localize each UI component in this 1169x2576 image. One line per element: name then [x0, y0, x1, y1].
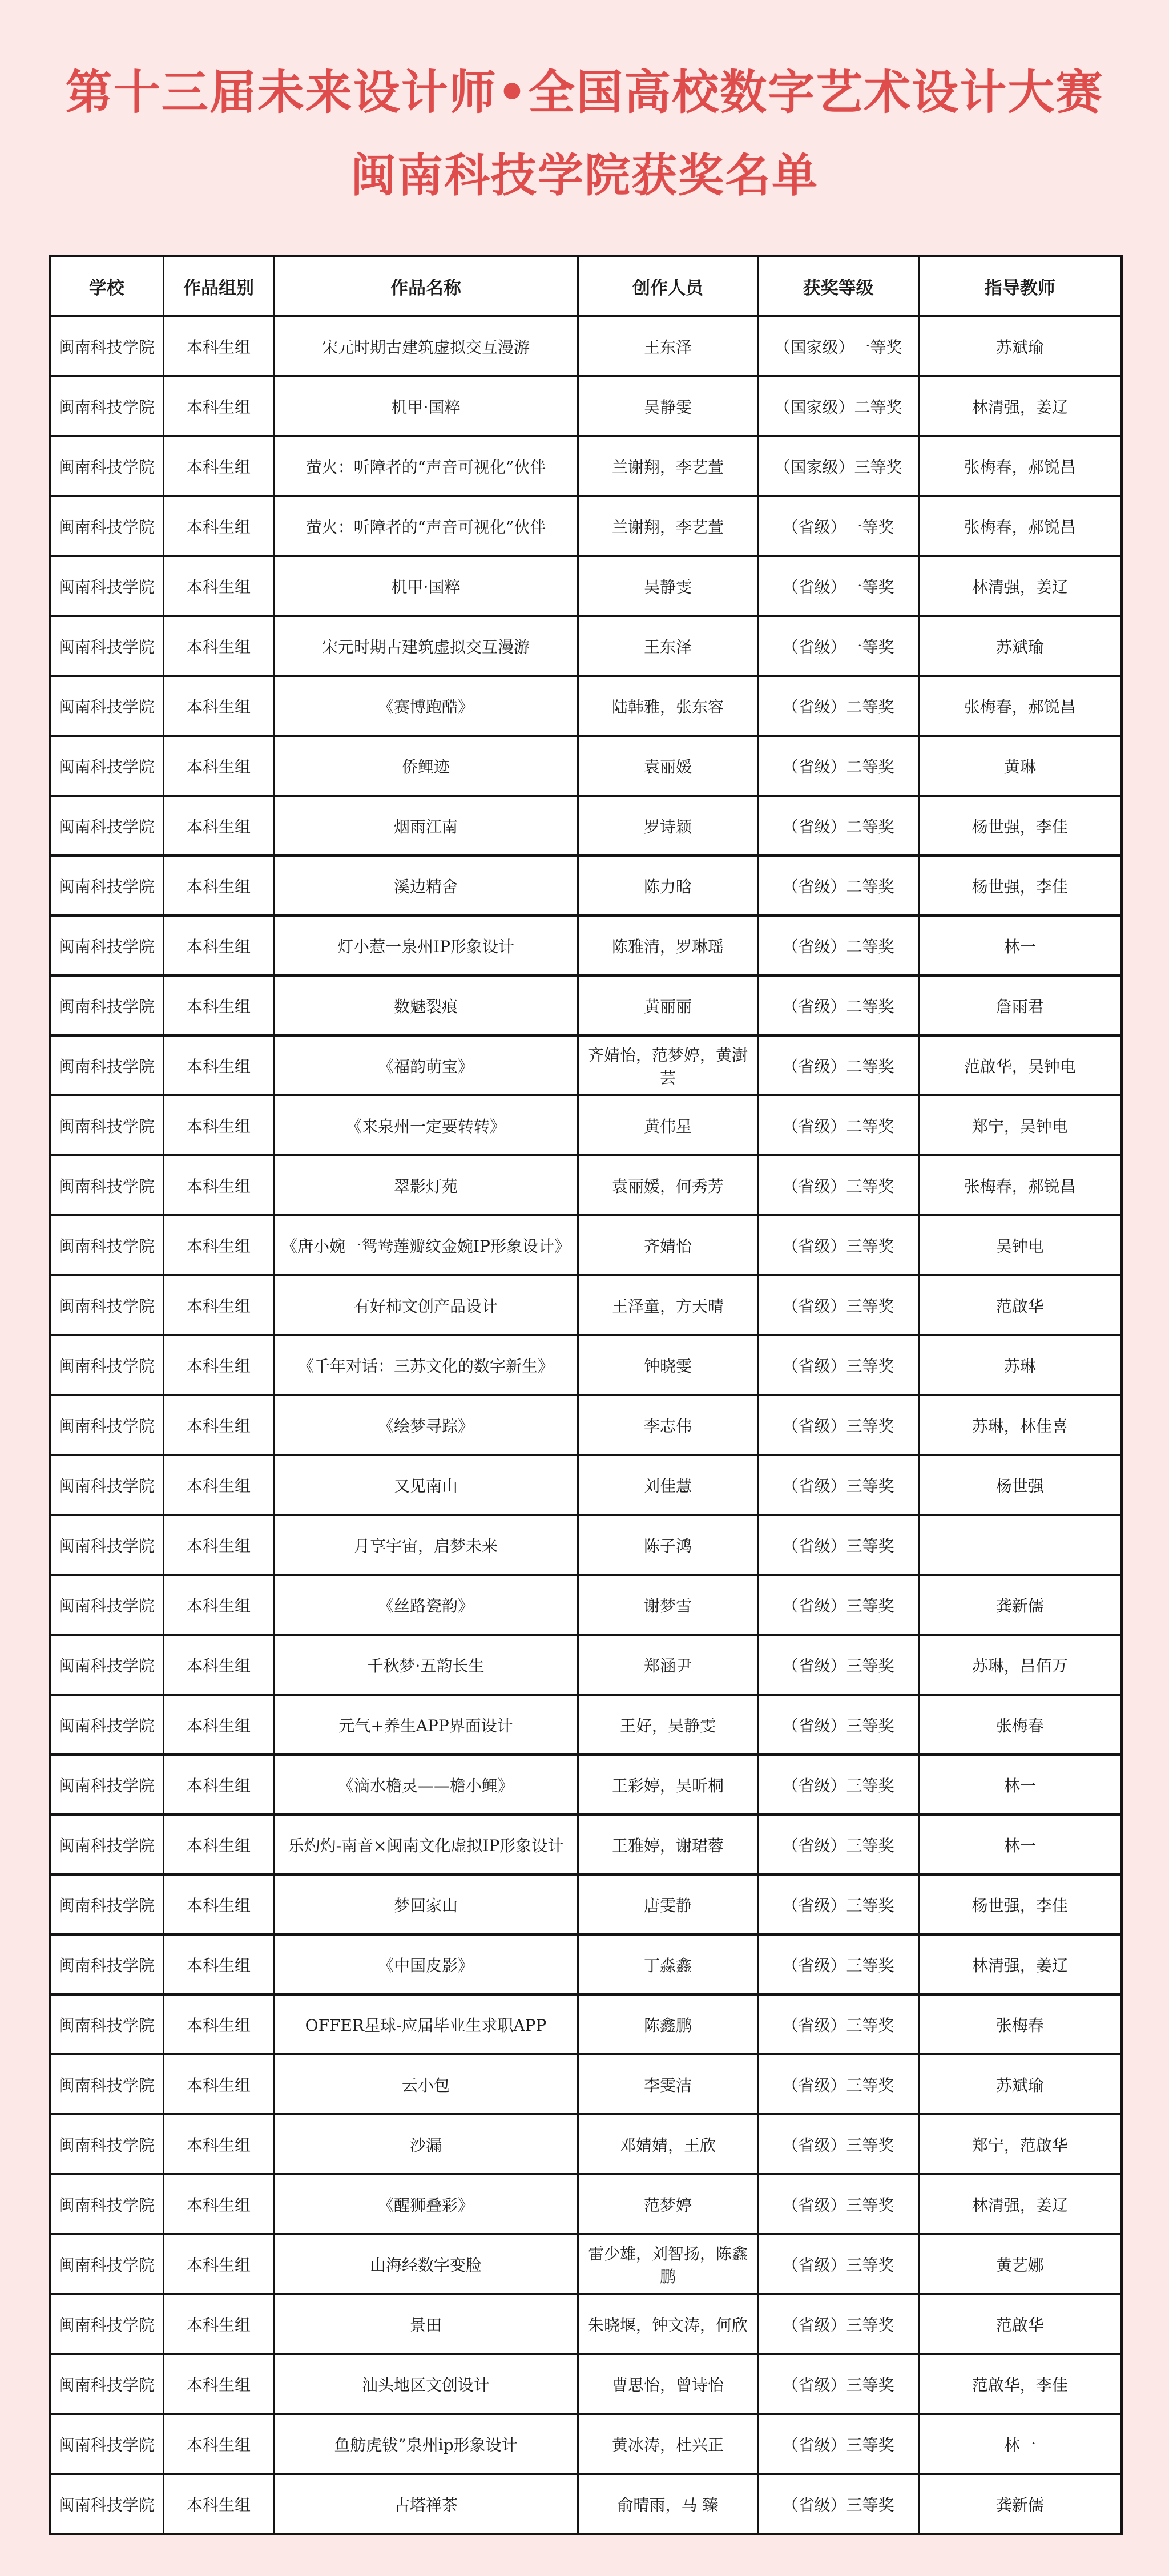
cell-creators: 刘佳慧: [578, 1455, 758, 1515]
cell-group: 本科生组: [163, 2294, 274, 2354]
cell-school: 闽南科技学院: [50, 2054, 163, 2114]
header-teachers: 指导教师: [918, 256, 1122, 316]
cell-school: 闽南科技学院: [50, 436, 163, 496]
cell-work: 山海经数字变脸: [274, 2234, 578, 2294]
cell-award: （省级）三等奖: [758, 1275, 918, 1335]
cell-group: 本科生组: [163, 2474, 274, 2534]
cell-teachers: 苏琳，吕佰万: [918, 1635, 1122, 1695]
cell-group: 本科生组: [163, 1515, 274, 1575]
cell-creators: 王东泽: [578, 616, 758, 676]
cell-teachers: 杨世强: [918, 1455, 1122, 1515]
cell-award: （省级）二等奖: [758, 1095, 918, 1155]
cell-creators: 邓婧婧，王欣: [578, 2114, 758, 2174]
header-award: 获奖等级: [758, 256, 918, 316]
cell-school: 闽南科技学院: [50, 1994, 163, 2054]
cell-teachers: 苏斌瑜: [918, 2054, 1122, 2114]
cell-school: 闽南科技学院: [50, 376, 163, 436]
cell-teachers: 林一: [918, 2414, 1122, 2474]
cell-award: （省级）三等奖: [758, 2474, 918, 2534]
cell-creators: 吴静雯: [578, 556, 758, 616]
cell-award: （省级）三等奖: [758, 1455, 918, 1515]
cell-work: 机甲·国粹: [274, 376, 578, 436]
table-row: [50, 2174, 1122, 2234]
cell-school: 闽南科技学院: [50, 1395, 163, 1455]
cell-teachers: 杨世强，李佳: [918, 1874, 1122, 1934]
cell-work: 景田: [274, 2294, 578, 2354]
cell-group: 本科生组: [163, 1095, 274, 1155]
cell-creators: 陈子鸿: [578, 1515, 758, 1575]
cell-award: （省级）三等奖: [758, 2234, 918, 2294]
cell-work: 梦回家山: [274, 1874, 578, 1934]
cell-teachers: 林一: [918, 1755, 1122, 1815]
cell-award: （省级）三等奖: [758, 1934, 918, 1994]
cell-group: 本科生组: [163, 436, 274, 496]
table-row: [50, 736, 1122, 796]
cell-group: 本科生组: [163, 1035, 274, 1095]
cell-teachers: 龚新儒: [918, 2474, 1122, 2534]
cell-work: 宋元时期古建筑虚拟交互漫游: [274, 316, 578, 376]
cell-creators: 范梦婷: [578, 2174, 758, 2234]
cell-teachers: 张梅春: [918, 1695, 1122, 1755]
cell-school: 闽南科技学院: [50, 975, 163, 1035]
cell-school: 闽南科技学院: [50, 796, 163, 856]
cell-teachers: 郑宁，吴钟电: [918, 1095, 1122, 1155]
cell-award: （省级）二等奖: [758, 736, 918, 796]
table-row: [50, 1335, 1122, 1395]
cell-group: 本科生组: [163, 2114, 274, 2174]
cell-group: 本科生组: [163, 616, 274, 676]
cell-teachers: 苏琳: [918, 1335, 1122, 1395]
cell-creators: 罗诗颖: [578, 796, 758, 856]
cell-creators: 曹思怡，曾诗怡: [578, 2354, 758, 2414]
cell-creators: 陈雅清，罗琳瑶: [578, 916, 758, 975]
cell-school: 闽南科技学院: [50, 1155, 163, 1215]
table-row: [50, 2054, 1122, 2114]
cell-award: （省级）一等奖: [758, 616, 918, 676]
cell-teachers: 黄琳: [918, 736, 1122, 796]
table-row: [50, 1035, 1122, 1095]
cell-award: （省级）一等奖: [758, 556, 918, 616]
cell-teachers: 杨世强，李佳: [918, 856, 1122, 916]
cell-school: 闽南科技学院: [50, 1035, 163, 1095]
cell-teachers: 范啟华，李佳: [918, 2354, 1122, 2414]
cell-work: 数魅裂痕: [274, 975, 578, 1035]
table-row: [50, 2354, 1122, 2414]
cell-award: （省级）三等奖: [758, 1695, 918, 1755]
cell-school: 闽南科技学院: [50, 1215, 163, 1275]
cell-work: 汕头地区文创设计: [274, 2354, 578, 2414]
cell-group: 本科生组: [163, 2054, 274, 2114]
cell-school: 闽南科技学院: [50, 856, 163, 916]
table-row: [50, 1395, 1122, 1455]
cell-school: 闽南科技学院: [50, 1815, 163, 1874]
cell-work: 又见南山: [274, 1455, 578, 1515]
cell-group: 本科生组: [163, 1455, 274, 1515]
cell-award: （省级）一等奖: [758, 496, 918, 556]
cell-group: 本科生组: [163, 1575, 274, 1635]
cell-work: 云小包: [274, 2054, 578, 2114]
cell-work: 《醒狮叠彩》: [274, 2174, 578, 2234]
cell-school: 闽南科技学院: [50, 1635, 163, 1695]
cell-creators: 兰谢翔，李艺萱: [578, 496, 758, 556]
table-row: [50, 1994, 1122, 2054]
cell-group: 本科生组: [163, 796, 274, 856]
table-row: [50, 1635, 1122, 1695]
table-row: [50, 796, 1122, 856]
table-row: [50, 1934, 1122, 1994]
table-row: [50, 616, 1122, 676]
table-row: [50, 1275, 1122, 1335]
cell-work: 沙漏: [274, 2114, 578, 2174]
cell-teachers: 张梅春，郝锐昌: [918, 496, 1122, 556]
table-row: [50, 1575, 1122, 1635]
cell-teachers: 苏琳，林佳喜: [918, 1395, 1122, 1455]
cell-school: 闽南科技学院: [50, 1095, 163, 1155]
cell-work: 烟雨江南: [274, 796, 578, 856]
cell-creators: 陆韩雅，张东容: [578, 676, 758, 736]
cell-group: 本科生组: [163, 556, 274, 616]
cell-group: 本科生组: [163, 1155, 274, 1215]
cell-work: 萤火：听障者的“声音可视化”伙伴: [274, 496, 578, 556]
cell-work: 《中国皮影》: [274, 1934, 578, 1994]
cell-creators: 王泽童，方天晴: [578, 1275, 758, 1335]
header-work: 作品名称: [274, 256, 578, 316]
cell-creators: 黄伟星: [578, 1095, 758, 1155]
cell-work: 有好柿文创产品设计: [274, 1275, 578, 1335]
table-row: [50, 2474, 1122, 2534]
cell-creators: 齐婧怡，范梦婷，黄澍芸: [578, 1035, 758, 1095]
cell-group: 本科生组: [163, 1815, 274, 1874]
table-row: [50, 316, 1122, 376]
cell-award: （国家级）二等奖: [758, 376, 918, 436]
cell-work: 《唐小婉一鸳鸯莲瓣纹金婉IP形象设计》: [274, 1215, 578, 1275]
cell-group: 本科生组: [163, 676, 274, 736]
cell-award: （省级）三等奖: [758, 1994, 918, 2054]
table-row: [50, 2114, 1122, 2174]
cell-work: 机甲·国粹: [274, 556, 578, 616]
table-row: [50, 556, 1122, 616]
table-row: [50, 1155, 1122, 1215]
cell-creators: 李雯洁: [578, 2054, 758, 2114]
cell-work: 《丝路瓷韵》: [274, 1575, 578, 1635]
cell-creators: 谢梦雪: [578, 1575, 758, 1635]
cell-award: （省级）三等奖: [758, 1874, 918, 1934]
cell-school: 闽南科技学院: [50, 2354, 163, 2414]
cell-teachers: 林清强，姜辽: [918, 1934, 1122, 1994]
cell-creators: 王雅婷，谢珺蓉: [578, 1815, 758, 1874]
cell-group: 本科生组: [163, 1934, 274, 1994]
cell-work: 鱼舫虎钹”泉州ip形象设计: [274, 2414, 578, 2474]
cell-teachers: 范啟华: [918, 1275, 1122, 1335]
cell-group: 本科生组: [163, 1395, 274, 1455]
cell-group: 本科生组: [163, 1695, 274, 1755]
cell-group: 本科生组: [163, 496, 274, 556]
cell-school: 闽南科技学院: [50, 736, 163, 796]
page-title: [0, 67, 1169, 201]
cell-school: 闽南科技学院: [50, 1934, 163, 1994]
cell-group: 本科生组: [163, 1874, 274, 1934]
cell-group: 本科生组: [163, 1635, 274, 1695]
cell-school: 闽南科技学院: [50, 316, 163, 376]
table-row: [50, 376, 1122, 436]
cell-work: 《绘梦寻踪》: [274, 1395, 578, 1455]
cell-work: 灯小惹一泉州IP形象设计: [274, 916, 578, 975]
cell-group: 本科生组: [163, 2414, 274, 2474]
cell-award: （省级）三等奖: [758, 2114, 918, 2174]
cell-teachers: 林清强，姜辽: [918, 556, 1122, 616]
cell-group: 本科生组: [163, 736, 274, 796]
header-school: 学校: [50, 256, 163, 316]
cell-work: 翠影灯苑: [274, 1155, 578, 1215]
cell-school: 闽南科技学院: [50, 2414, 163, 2474]
cell-teachers: 范啟华: [918, 2294, 1122, 2354]
table-row: [50, 1874, 1122, 1934]
cell-creators: 吴静雯: [578, 376, 758, 436]
cell-award: （省级）二等奖: [758, 916, 918, 975]
cell-school: 闽南科技学院: [50, 1275, 163, 1335]
cell-award: （省级）三等奖: [758, 1755, 918, 1815]
table-row: [50, 496, 1122, 556]
title-line-1: 第十三届未来设计师•全国高校数字艺术设计大赛: [65, 66, 1104, 120]
cell-school: 闽南科技学院: [50, 1455, 163, 1515]
cell-creators: 朱晓堰，钟文涛，何欣: [578, 2294, 758, 2354]
cell-award: （省级）三等奖: [758, 1575, 918, 1635]
cell-group: 本科生组: [163, 376, 274, 436]
table-row: [50, 1695, 1122, 1755]
cell-award: （省级）三等奖: [758, 1815, 918, 1874]
cell-award: （省级）二等奖: [758, 676, 918, 736]
table-body: [50, 316, 1122, 2534]
cell-teachers: 林清强，姜辽: [918, 2174, 1122, 2234]
cell-creators: 王东泽: [578, 316, 758, 376]
cell-teachers: 张梅春，郝锐昌: [918, 436, 1122, 496]
table-row: [50, 436, 1122, 496]
cell-teachers: [918, 1515, 1122, 1575]
cell-teachers: 林一: [918, 916, 1122, 975]
cell-teachers: 郑宁，范啟华: [918, 2114, 1122, 2174]
cell-group: 本科生组: [163, 1275, 274, 1335]
table-row: [50, 1815, 1122, 1874]
cell-group: 本科生组: [163, 916, 274, 975]
cell-work: 《千年对话：三苏文化的数字新生》: [274, 1335, 578, 1395]
header-group: 作品组别: [163, 256, 274, 316]
cell-school: 闽南科技学院: [50, 2294, 163, 2354]
header-creators: 创作人员: [578, 256, 758, 316]
cell-creators: 齐婧怡: [578, 1215, 758, 1275]
cell-teachers: 张梅春: [918, 1994, 1122, 2054]
cell-teachers: 黄艺娜: [918, 2234, 1122, 2294]
title-line-2: 闽南科技学院获奖名单: [350, 149, 819, 203]
table-row: [50, 2414, 1122, 2474]
cell-award: （省级）三等奖: [758, 1395, 918, 1455]
cell-award: （省级）三等奖: [758, 1215, 918, 1275]
cell-creators: 袁丽媛: [578, 736, 758, 796]
cell-school: 闽南科技学院: [50, 676, 163, 736]
table-row: [50, 856, 1122, 916]
cell-award: （省级）三等奖: [758, 2354, 918, 2414]
cell-work: 《福韵萌宝》: [274, 1035, 578, 1095]
cell-creators: 钟晓雯: [578, 1335, 758, 1395]
cell-work: 千秋梦·五韵长生: [274, 1635, 578, 1695]
cell-creators: 王好，吴静雯: [578, 1695, 758, 1755]
cell-award: （国家级）三等奖: [758, 436, 918, 496]
awards-table: [49, 255, 1123, 2535]
cell-creators: 陈鑫鹏: [578, 1994, 758, 2054]
cell-work: 古塔禅茶: [274, 2474, 578, 2534]
cell-creators: 陈力晗: [578, 856, 758, 916]
table-header: [50, 256, 1122, 316]
cell-teachers: 詹雨君: [918, 975, 1122, 1035]
cell-work: 《来泉州一定要转转》: [274, 1095, 578, 1155]
cell-teachers: 张梅春，郝锐昌: [918, 676, 1122, 736]
cell-award: （省级）三等奖: [758, 2054, 918, 2114]
cell-award: （省级）三等奖: [758, 1335, 918, 1395]
cell-award: （省级）三等奖: [758, 2414, 918, 2474]
cell-creators: 兰谢翔，李艺萱: [578, 436, 758, 496]
table-row: [50, 916, 1122, 975]
table-row: [50, 1215, 1122, 1275]
cell-award: （省级）三等奖: [758, 2294, 918, 2354]
table-row: [50, 2294, 1122, 2354]
table-row: [50, 1455, 1122, 1515]
cell-creators: 袁丽媛，何秀芳: [578, 1155, 758, 1215]
cell-award: （省级）三等奖: [758, 1515, 918, 1575]
table-row: [50, 1515, 1122, 1575]
table-row: [50, 975, 1122, 1035]
cell-group: 本科生组: [163, 856, 274, 916]
cell-group: 本科生组: [163, 975, 274, 1035]
cell-school: 闽南科技学院: [50, 916, 163, 975]
cell-school: 闽南科技学院: [50, 2174, 163, 2234]
cell-award: （省级）三等奖: [758, 1155, 918, 1215]
cell-work: 宋元时期古建筑虚拟交互漫游: [274, 616, 578, 676]
cell-work: 元气+养生APP界面设计: [274, 1695, 578, 1755]
cell-work: OFFER星球-应届毕业生求职APP: [274, 1994, 578, 2054]
cell-work: 萤火：听障者的“声音可视化”伙伴: [274, 436, 578, 496]
cell-award: （省级）二等奖: [758, 856, 918, 916]
table-row: [50, 676, 1122, 736]
table-row: [50, 1095, 1122, 1155]
table-row: [50, 2234, 1122, 2294]
cell-award: （省级）二等奖: [758, 796, 918, 856]
cell-award: （国家级）一等奖: [758, 316, 918, 376]
cell-creators: 王彩婷，吴昕桐: [578, 1755, 758, 1815]
cell-school: 闽南科技学院: [50, 496, 163, 556]
cell-school: 闽南科技学院: [50, 2114, 163, 2174]
cell-creators: 唐雯静: [578, 1874, 758, 1934]
cell-school: 闽南科技学院: [50, 616, 163, 676]
cell-creators: 黄冰涛，杜兴正: [578, 2414, 758, 2474]
cell-school: 闽南科技学院: [50, 1695, 163, 1755]
cell-creators: 丁淼鑫: [578, 1934, 758, 1994]
cell-creators: 黄丽丽: [578, 975, 758, 1035]
cell-teachers: 杨世强，李佳: [918, 796, 1122, 856]
cell-school: 闽南科技学院: [50, 1755, 163, 1815]
cell-teachers: 苏斌瑜: [918, 616, 1122, 676]
cell-creators: 俞晴雨，马 臻: [578, 2474, 758, 2534]
cell-work: 溪边精舍: [274, 856, 578, 916]
cell-group: 本科生组: [163, 2234, 274, 2294]
cell-work: 《滴水檐灵——檐小鲤》: [274, 1755, 578, 1815]
cell-group: 本科生组: [163, 316, 274, 376]
cell-group: 本科生组: [163, 1335, 274, 1395]
cell-group: 本科生组: [163, 2174, 274, 2234]
cell-school: 闽南科技学院: [50, 1575, 163, 1635]
cell-teachers: 范啟华，吴钟电: [918, 1035, 1122, 1095]
cell-work: 乐灼灼-南音×闽南文化虚拟IP形象设计: [274, 1815, 578, 1874]
cell-group: 本科生组: [163, 2354, 274, 2414]
cell-school: 闽南科技学院: [50, 556, 163, 616]
cell-teachers: 龚新儒: [918, 1575, 1122, 1635]
cell-award: （省级）二等奖: [758, 975, 918, 1035]
cell-creators: 雷少雄，刘智扬，陈鑫鹏: [578, 2234, 758, 2294]
cell-school: 闽南科技学院: [50, 1515, 163, 1575]
cell-creators: 李志伟: [578, 1395, 758, 1455]
cell-creators: 郑涵尹: [578, 1635, 758, 1695]
cell-work: 月享宇宙，启梦未来: [274, 1515, 578, 1575]
cell-school: 闽南科技学院: [50, 1874, 163, 1934]
cell-award: （省级）三等奖: [758, 2174, 918, 2234]
cell-teachers: 张梅春，郝锐昌: [918, 1155, 1122, 1215]
cell-group: 本科生组: [163, 1755, 274, 1815]
cell-group: 本科生组: [163, 1994, 274, 2054]
cell-group: 本科生组: [163, 1215, 274, 1275]
cell-teachers: 吴钟电: [918, 1215, 1122, 1275]
cell-teachers: 林清强，姜辽: [918, 376, 1122, 436]
cell-teachers: 苏斌瑜: [918, 316, 1122, 376]
table-row: [50, 1755, 1122, 1815]
cell-work: 侨鲤迹: [274, 736, 578, 796]
cell-school: 闽南科技学院: [50, 1335, 163, 1395]
header-row: [50, 256, 1122, 316]
cell-award: （省级）二等奖: [758, 1035, 918, 1095]
cell-award: （省级）三等奖: [758, 1635, 918, 1695]
cell-work: 《赛博跑酷》: [274, 676, 578, 736]
cell-school: 闽南科技学院: [50, 2474, 163, 2534]
cell-teachers: 林一: [918, 1815, 1122, 1874]
cell-school: 闽南科技学院: [50, 2234, 163, 2294]
